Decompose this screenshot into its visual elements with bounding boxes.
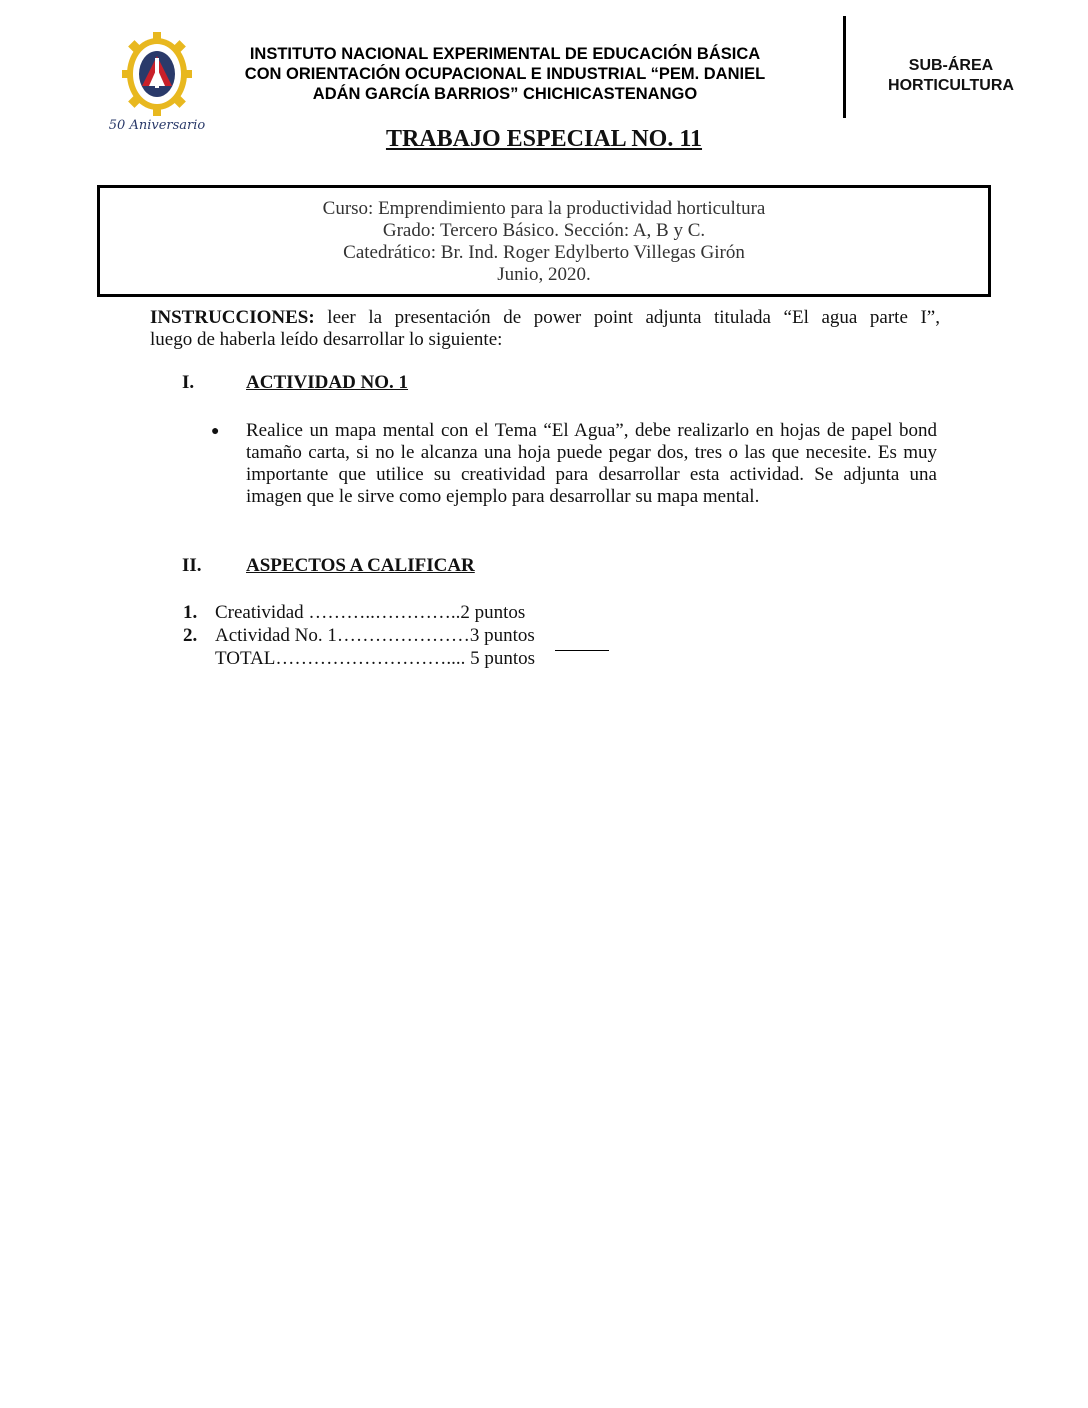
header-divider: [843, 16, 846, 118]
score-total: TOTAL……………………….... 5 puntos: [215, 648, 536, 669]
score-item-number: 1.: [183, 602, 198, 623]
instructions-label: INSTRUCCIONES:: [150, 307, 315, 328]
total-underline: [555, 650, 609, 651]
subarea-line: SUB-ÁREA: [908, 57, 994, 74]
score-item-number: 2.: [183, 625, 198, 646]
section-title: ACTIVIDAD NO. 1: [246, 372, 409, 393]
school-logo: [122, 32, 192, 116]
activity-instructions: Realice un mapa mental con el Tema “El Agua”, debe realizarlo en hojas de papel bond tamaño carta, si no le alcanza una hoja puede pegar dos, tres o las que necesite. Es muy importante que utilice su creatividad para desarrollar esta actividad. Se adjunta una imagen que le sirve como ejemplo para desarrollar su mapa mental.: [246, 420, 937, 507]
course-teacher: Catedrático: Br. Ind. Roger Edylberto Villegas Girón: [343, 242, 745, 263]
score-item-text: Actividad No. 1…………………3 puntos: [215, 625, 535, 646]
section-number: I.: [182, 372, 195, 393]
course-name: Curso: Emprendimiento para la productividad horticultura: [322, 198, 766, 219]
institute-line: ADÁN GARCÍA BARRIOS” CHICHICASTENANGO: [312, 85, 698, 103]
score-item-text: Creatividad ………..…………..2 puntos: [215, 602, 526, 623]
school-seal-gear-icon: [122, 32, 192, 116]
institute-name: [210, 44, 800, 104]
institute-line: INSTITUTO NACIONAL EXPERIMENTAL DE EDUCACIÓN BÁSICA: [249, 45, 761, 63]
subarea-line: HORTICULTURA: [888, 77, 1014, 94]
section-title: ASPECTOS A CALIFICAR: [246, 555, 475, 576]
institute-line: CON ORIENTACIÓN OCUPACIONAL E INDUSTRIAL “PEM. DANIEL: [244, 65, 766, 83]
instructions-paragraph: [150, 307, 940, 351]
course-info-box: [97, 185, 991, 297]
course-date: Junio, 2020.: [497, 264, 591, 285]
section-number: II.: [182, 555, 202, 576]
bullet-dot-icon: ●: [211, 424, 220, 439]
course-grade: Grado: Tercero Básico. Sección: A, B y C.: [382, 220, 706, 241]
instructions-text: leer la presentación de power point adjunta titulada “El agua parte I”,: [314, 307, 940, 328]
logo-caption: 50 Aniversario: [108, 118, 206, 133]
instructions-text-line2: luego de haberla leído desarrollar lo siguiente:: [150, 329, 503, 350]
subarea-label: [856, 56, 1046, 96]
document-title: TRABAJO ESPECIAL NO. 11: [385, 126, 703, 152]
